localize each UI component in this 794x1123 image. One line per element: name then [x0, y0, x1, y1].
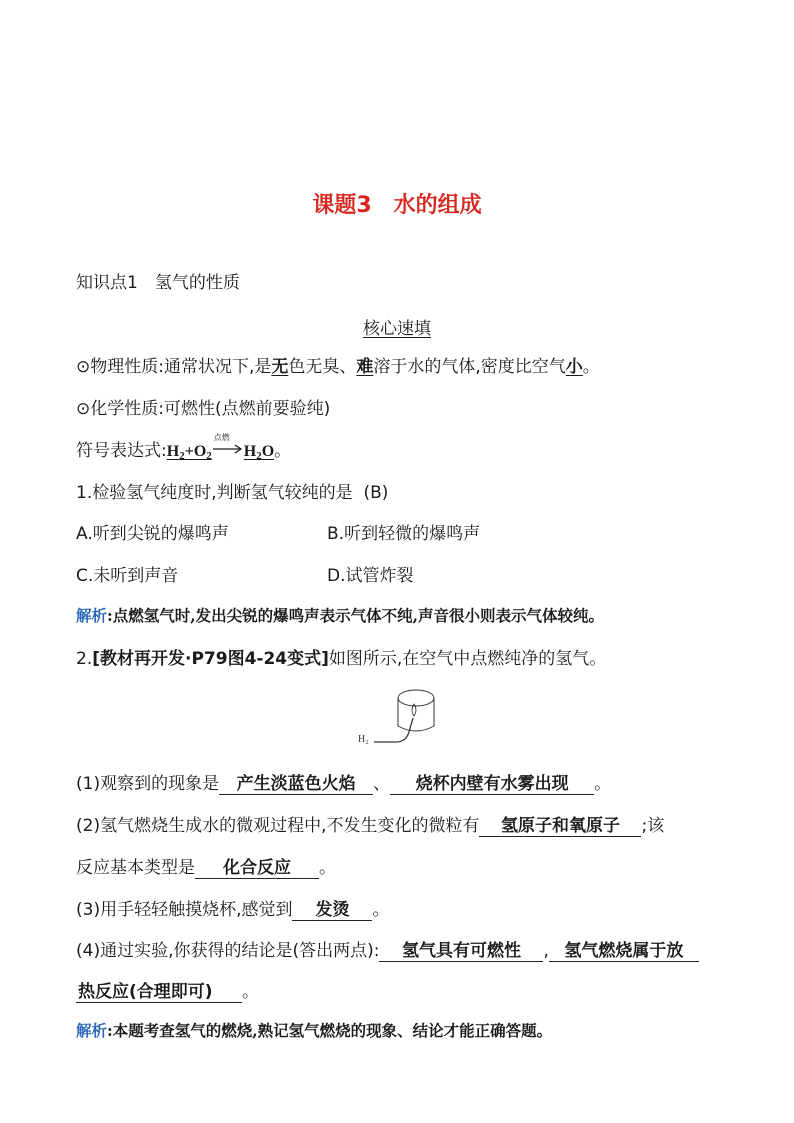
q2-part1-separator: 、 [373, 774, 391, 794]
q2-stem-text: 如图所示,在空气中点燃纯净的氢气。 [328, 649, 607, 669]
physical-text-1: ⊙物理性质:通常状况下,是 [76, 357, 272, 377]
q1-analysis [76, 605, 604, 627]
page-title: 课题3 水的组成 [312, 193, 482, 218]
q2-analysis-label: 解析 [76, 1021, 108, 1040]
q2-part4 [76, 940, 699, 962]
q2-part4-answer-2b: 热反应(合理即可) [76, 982, 242, 1003]
q1-stem [76, 482, 388, 504]
reaction-condition: 点燃 [213, 433, 230, 442]
q2-part2-continued [76, 857, 336, 879]
q2-part2b-text: 反应基本类型是 [76, 858, 195, 878]
chemical-properties: ⊙化学性质:可燃性(点燃前要验纯) [76, 399, 331, 419]
q2-part3 [76, 899, 389, 921]
plus-sign: + [184, 443, 194, 460]
q1-stem-text: 1.检验氢气纯度时,判断氢气较纯的是 [76, 483, 353, 503]
gas-label: H₂ [358, 734, 369, 745]
physical-text-4: 。 [582, 357, 600, 377]
q2-part3-text: (3)用手轻轻触摸烧杯,感觉到 [76, 900, 293, 920]
q2-part3-end: 。 [372, 900, 390, 920]
physical-text-2: 色无臭、 [288, 357, 357, 377]
product-h-sub: 2 [256, 450, 262, 462]
q1-option-a: A.听到尖锐的爆鸣声 [76, 524, 229, 544]
q2-part4-text: (4)通过实验,你获得的结论是(答出两点): [76, 941, 380, 961]
q2-part2b-answer: 化合反应 [195, 858, 319, 879]
q1-analysis-label: 解析 [76, 606, 108, 625]
q1-option-b: B.听到轻微的爆鸣声 [327, 524, 481, 544]
q2-part2 [76, 815, 664, 837]
physical-answer-2: 难 [356, 357, 374, 377]
q2-part4-answer-1: 氢气具有可燃性 [379, 941, 543, 962]
reactant-o: O [193, 443, 207, 460]
reactant-h: H [166, 443, 180, 460]
section-heading: 知识点1 氢气的性质 [76, 273, 240, 293]
product-o: O [261, 443, 275, 460]
symbol-equation [76, 433, 292, 467]
q2-analysis-text: :本题考查氢气的燃烧,熟记氢气燃烧的现象、结论才能正确答题。 [107, 1021, 553, 1040]
subheading: 核心速填 [363, 319, 431, 339]
q2-part1 [76, 773, 611, 795]
q1-option-c: C.未听到声音 [76, 566, 179, 586]
physical-answer-1: 无 [271, 357, 289, 377]
physical-answer-3: 小 [565, 357, 583, 377]
q2-part4-end: 。 [242, 982, 259, 1002]
q2-part1-answer-1: 产生淡蓝色火焰 [219, 774, 373, 795]
q2-part2-text: (2)氢气燃烧生成水的微观过程中,不发生变化的微粒有 [76, 816, 480, 836]
hydrogen-burning-figure [352, 684, 452, 748]
q2-part4-separator: , [543, 941, 549, 961]
q2-source: [教材再开发·P79图4-24变式] [92, 649, 329, 669]
q2-part2b-end: 。 [319, 858, 336, 878]
q2-part2-answer: 氢原子和氧原子 [479, 816, 641, 837]
reaction-arrow [212, 433, 244, 458]
q2-analysis [76, 1020, 552, 1042]
physical-text-3: 溶于水的气体,密度比空气 [373, 357, 566, 377]
equation-formula [166, 433, 275, 462]
physical-properties [76, 356, 600, 378]
q2-number: 2. [76, 649, 93, 669]
product-h: H [243, 443, 257, 460]
q1-analysis-text: :点燃氢气时,发出尖锐的爆鸣声表示气体不纯,声音很小则表示气体较纯。 [107, 606, 605, 625]
q2-part1-end: 。 [594, 774, 612, 794]
reactant-h-sub: 2 [179, 450, 185, 462]
q2-part1-answer-2: 烧杯内壁有水雾出现 [390, 774, 594, 795]
equation-end: 。 [274, 441, 292, 461]
q2-part1-text: (1)观察到的现象是 [76, 774, 220, 794]
q2-part3-answer: 发烫 [292, 900, 372, 921]
q2-part4-answer-2a: 氢气燃烧属于放 [549, 941, 699, 962]
q1-option-d: D.试管炸裂 [327, 566, 414, 586]
equation-prefix: 符号表达式: [76, 441, 167, 461]
q1-answer: (B) [363, 483, 389, 503]
q2-part4-continued [76, 981, 259, 1003]
q2-part2-end: ;该 [641, 816, 665, 836]
q2-stem [76, 648, 606, 670]
reactant-o-sub: 2 [206, 450, 212, 462]
